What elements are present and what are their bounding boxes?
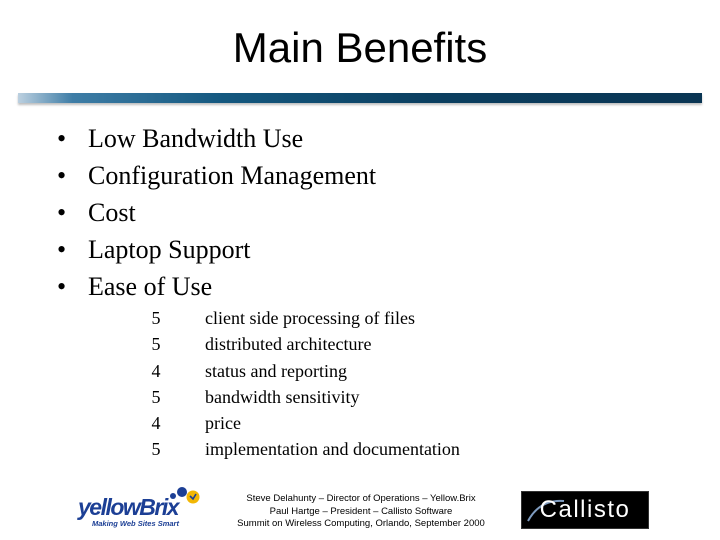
- rating-score: 5: [151, 334, 161, 355]
- rating-description: implementation and documentation: [205, 439, 460, 460]
- bullet-symbol: •: [57, 161, 67, 190]
- rating-row: [0, 384, 720, 410]
- yellowbrix-tagline: Making Web Sites Smart: [92, 519, 179, 528]
- rating-score: 4: [151, 360, 161, 381]
- rating-row: [0, 358, 720, 384]
- yellowbrix-logo: [74, 484, 214, 532]
- rating-description: client side processing of files: [205, 308, 415, 328]
- bullet-text: Cost: [88, 198, 136, 227]
- bullet-text: Low Bandwidth Use: [88, 124, 304, 153]
- yellowbrix-wordmark: yellowBrix: [78, 494, 179, 520]
- footer-credits: [215, 493, 507, 531]
- rating-score: 5: [151, 386, 161, 407]
- bullet-list: [0, 120, 720, 305]
- title-divider: [18, 93, 702, 103]
- bullet-item: [0, 157, 720, 194]
- rating-row: [0, 436, 720, 462]
- bullet-item: [0, 231, 720, 268]
- bullet-symbol: •: [57, 235, 67, 264]
- footer-line: Paul Hartge – President – Callisto Software: [269, 505, 453, 517]
- yellowbrix-logo-graphic: [74, 484, 214, 532]
- bullet-symbol: •: [57, 198, 67, 227]
- bullet-symbol: •: [57, 124, 67, 153]
- rating-row: [0, 305, 720, 331]
- rating-row: [0, 331, 720, 357]
- footer-line: Summit on Wireless Computing, Orlando, September 2000: [237, 518, 485, 529]
- rating-description: price: [205, 413, 241, 434]
- footer-line: Steve Delahunty – Director of Operations – Yellow.Brix: [246, 493, 476, 504]
- bullet-item: [0, 194, 720, 231]
- bullet-text: Configuration Management: [88, 161, 377, 190]
- bullet-text: Ease of Use: [88, 272, 213, 301]
- rating-description: status and reporting: [205, 360, 347, 381]
- callisto-wordmark: Callisto: [539, 496, 631, 523]
- bullet-symbol: •: [57, 272, 67, 301]
- callisto-logo: [521, 491, 649, 529]
- rating-description: distributed architecture: [205, 334, 372, 355]
- rating-row: [0, 410, 720, 436]
- rating-list: [0, 305, 720, 463]
- rating-score: 5: [151, 439, 161, 460]
- bullet-item: [0, 268, 720, 305]
- rating-score: 5: [151, 308, 161, 328]
- rating-score: 4: [151, 413, 161, 434]
- bullet-text: Laptop Support: [88, 235, 251, 264]
- bullet-item: [0, 120, 720, 157]
- rating-description: bandwidth sensitivity: [205, 386, 360, 407]
- slide-title: Main Benefits: [232, 24, 488, 71]
